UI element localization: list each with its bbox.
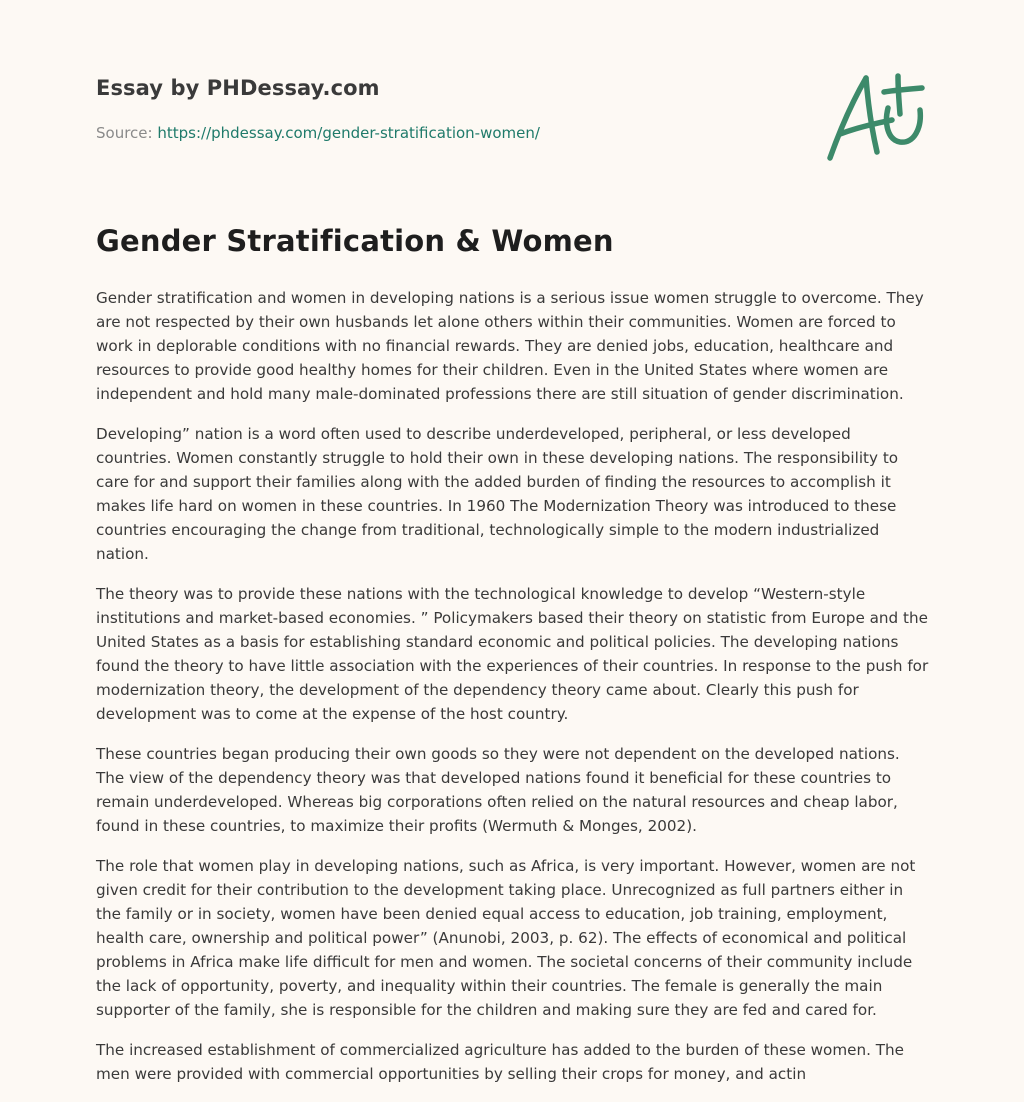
essay-body (96, 286, 930, 1102)
essay-paragraph: Developing” nation is a word often used to describe underdeveloped, peripheral, or less developed countries. Women constantly struggle to hold their own in these developing nations. The responsibility to care for and support their families along with the added burden of finding the resources to accomplish it makes life hard on women in these countries. In 1960 The Modernization Theory was introduced to these countries encouraging the change from traditional, technologically simple to the modern industrialized nation. (96, 425, 899, 563)
site-title: Essay by PHDessay.com (96, 76, 380, 100)
essay-paragraph: The increased establishment of commercialized agriculture has added to the burden of these women. The men were provided with commercial opportunities by selling their crops for money, and actin (96, 1041, 904, 1083)
essay-paragraph: Gender stratification and women in developing nations is a serious issue women struggle to overcome. They are not respected by their own husbands let alone others within their communities. Women are forced to work in deplorable conditions with no financial rewards. They are denied jobs, education, healthcare and resources to provide good healthy homes for their children. Even in the United States where women are independent and hold many male-dominated professions there are still situation of gender discrimination. (96, 289, 924, 403)
source-link[interactable]: https://phdessay.com/gender-stratification-women/ (157, 124, 540, 142)
source-label: Source: (96, 124, 153, 142)
essay-paragraph: The role that women play in developing nations, such as Africa, is very important. However, women are not given credit for their contribution to the development taking place. Unrecognized as full partners either in the family or in society, women have been denied equal access to education, job training, employment, health care, ownership and political power” (Anunobi, 2003, p. 62). The effects of economical and political problems in Africa make life difficult for men and women. The societal concerns of their community include the lack of opportunity, poverty, and inequality within their countries. The female is generally the main supporter of the family, she is responsible for the children and making sure they are fed and cared for. (96, 857, 916, 1019)
a-plus-logo-icon (822, 68, 928, 166)
source-line (96, 124, 540, 142)
essay-title: Gender Stratification & Women (96, 224, 614, 258)
essay-paragraph: The theory was to provide these nations with the technological knowledge to develop “Western-style institutions and market-based economies. ” Policymakers based their theory on statistic from Europe and the United States as a basis for establishing standard economic and political policies. The developing nations found the theory to have little association with the experiences of their countries. In response to the push for modernization theory, the development of the dependency theory came about. Clearly this push for development was to come at the expense of the host country. (96, 585, 929, 723)
essay-paragraph: These countries began producing their own goods so they were not dependent on the developed nations. The view of the dependency theory was that developed nations found it beneficial for these countries to remain underdeveloped. Whereas big corporations often relied on the natural resources and cheap labor, found in these countries, to maximize their profits (Wermuth & Monges, 2002). (96, 745, 900, 835)
